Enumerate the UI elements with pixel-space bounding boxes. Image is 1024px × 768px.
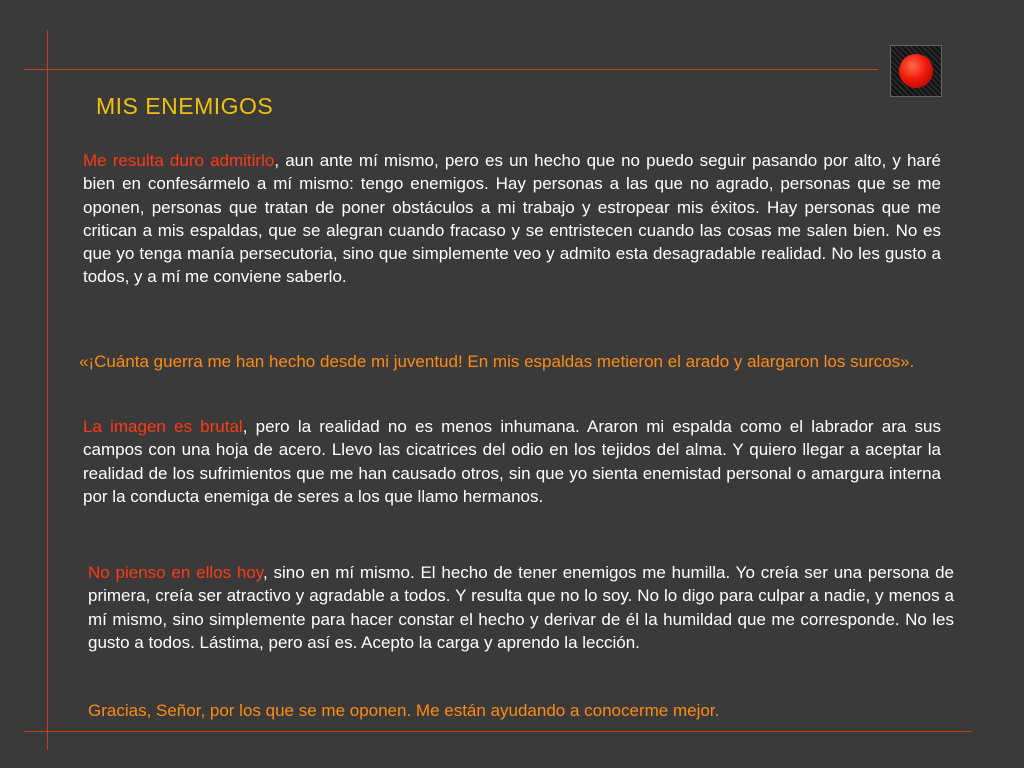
paragraph-1-text: , aun ante mí mismo, pero es un hecho que no puedo seguir pasando por alto, y haré bien en confesármelo a mí mismo: tengo enemigos. Hay personas a las que no agrado, personas que se me oponen, personas que tratan de poner obstáculos a mi trabajo y estropear mis éxitos. Hay personas que me critican a mis espaldas, que se alegran cuando fracaso y se entristecen cuando las cosas me salen bien. No es que yo tenga manía persecutoria, sino que simplemente veo y admito esta desagradable realidad. No les gusto a todos, y a mí me conviene saberlo. <box>83 151 942 287</box>
red-dot-icon <box>899 54 933 88</box>
page-title: MIS ENEMIGOS <box>96 93 274 119</box>
closing-paragraph: Gracias, Señor, por los que se me oponen. Me están ayudando a conocerme mejor. <box>88 701 720 720</box>
bottom-rule <box>24 731 972 732</box>
red-button-icon[interactable] <box>890 45 942 97</box>
paragraph-4-text: , sino en mí mismo. El hecho de tener enemigos me humilla. Yo creía ser una persona de primera, creía ser atractivo y agradable a todos. Y resulta que no lo soy. No lo digo para culpar a nadie, y menos a mí mismo, sino simplemente para hacer constar el hecho y derivar de él la humildad que me corresponde. No les gusto a todos. Lástima, pero así es. Acepto la carga y aprendo la lección. <box>88 563 954 652</box>
paragraph-1-highlight: Me resulta duro admitirlo <box>83 151 275 170</box>
paragraph-3-text: , pero la realidad no es menos inhumana. Araron mi espalda como el labrador ara sus campos con una hoja de acero. Llevo las cicatrices del odio en los tejidos del alma. Y quiero llegar a aceptar la realidad de los sufrimientos que me han causado otros, sin que yo sienta enemistad personal o amargura interna por la conducta enemiga de seres a los que llamo hermanos. <box>83 417 941 506</box>
paragraph-1 <box>83 149 941 289</box>
top-rule <box>24 69 878 70</box>
left-rule <box>47 30 48 750</box>
paragraph-4-highlight: No pienso en ellos hoy <box>88 563 264 582</box>
quote-paragraph: «¡Cuánta guerra me han hecho desde mi juventud! En mis espaldas metieron el arado y alargaron los surcos». <box>79 352 915 371</box>
paragraph-3 <box>83 415 941 508</box>
paragraph-4 <box>88 561 954 654</box>
paragraph-3-highlight: La imagen es brutal <box>83 417 243 436</box>
